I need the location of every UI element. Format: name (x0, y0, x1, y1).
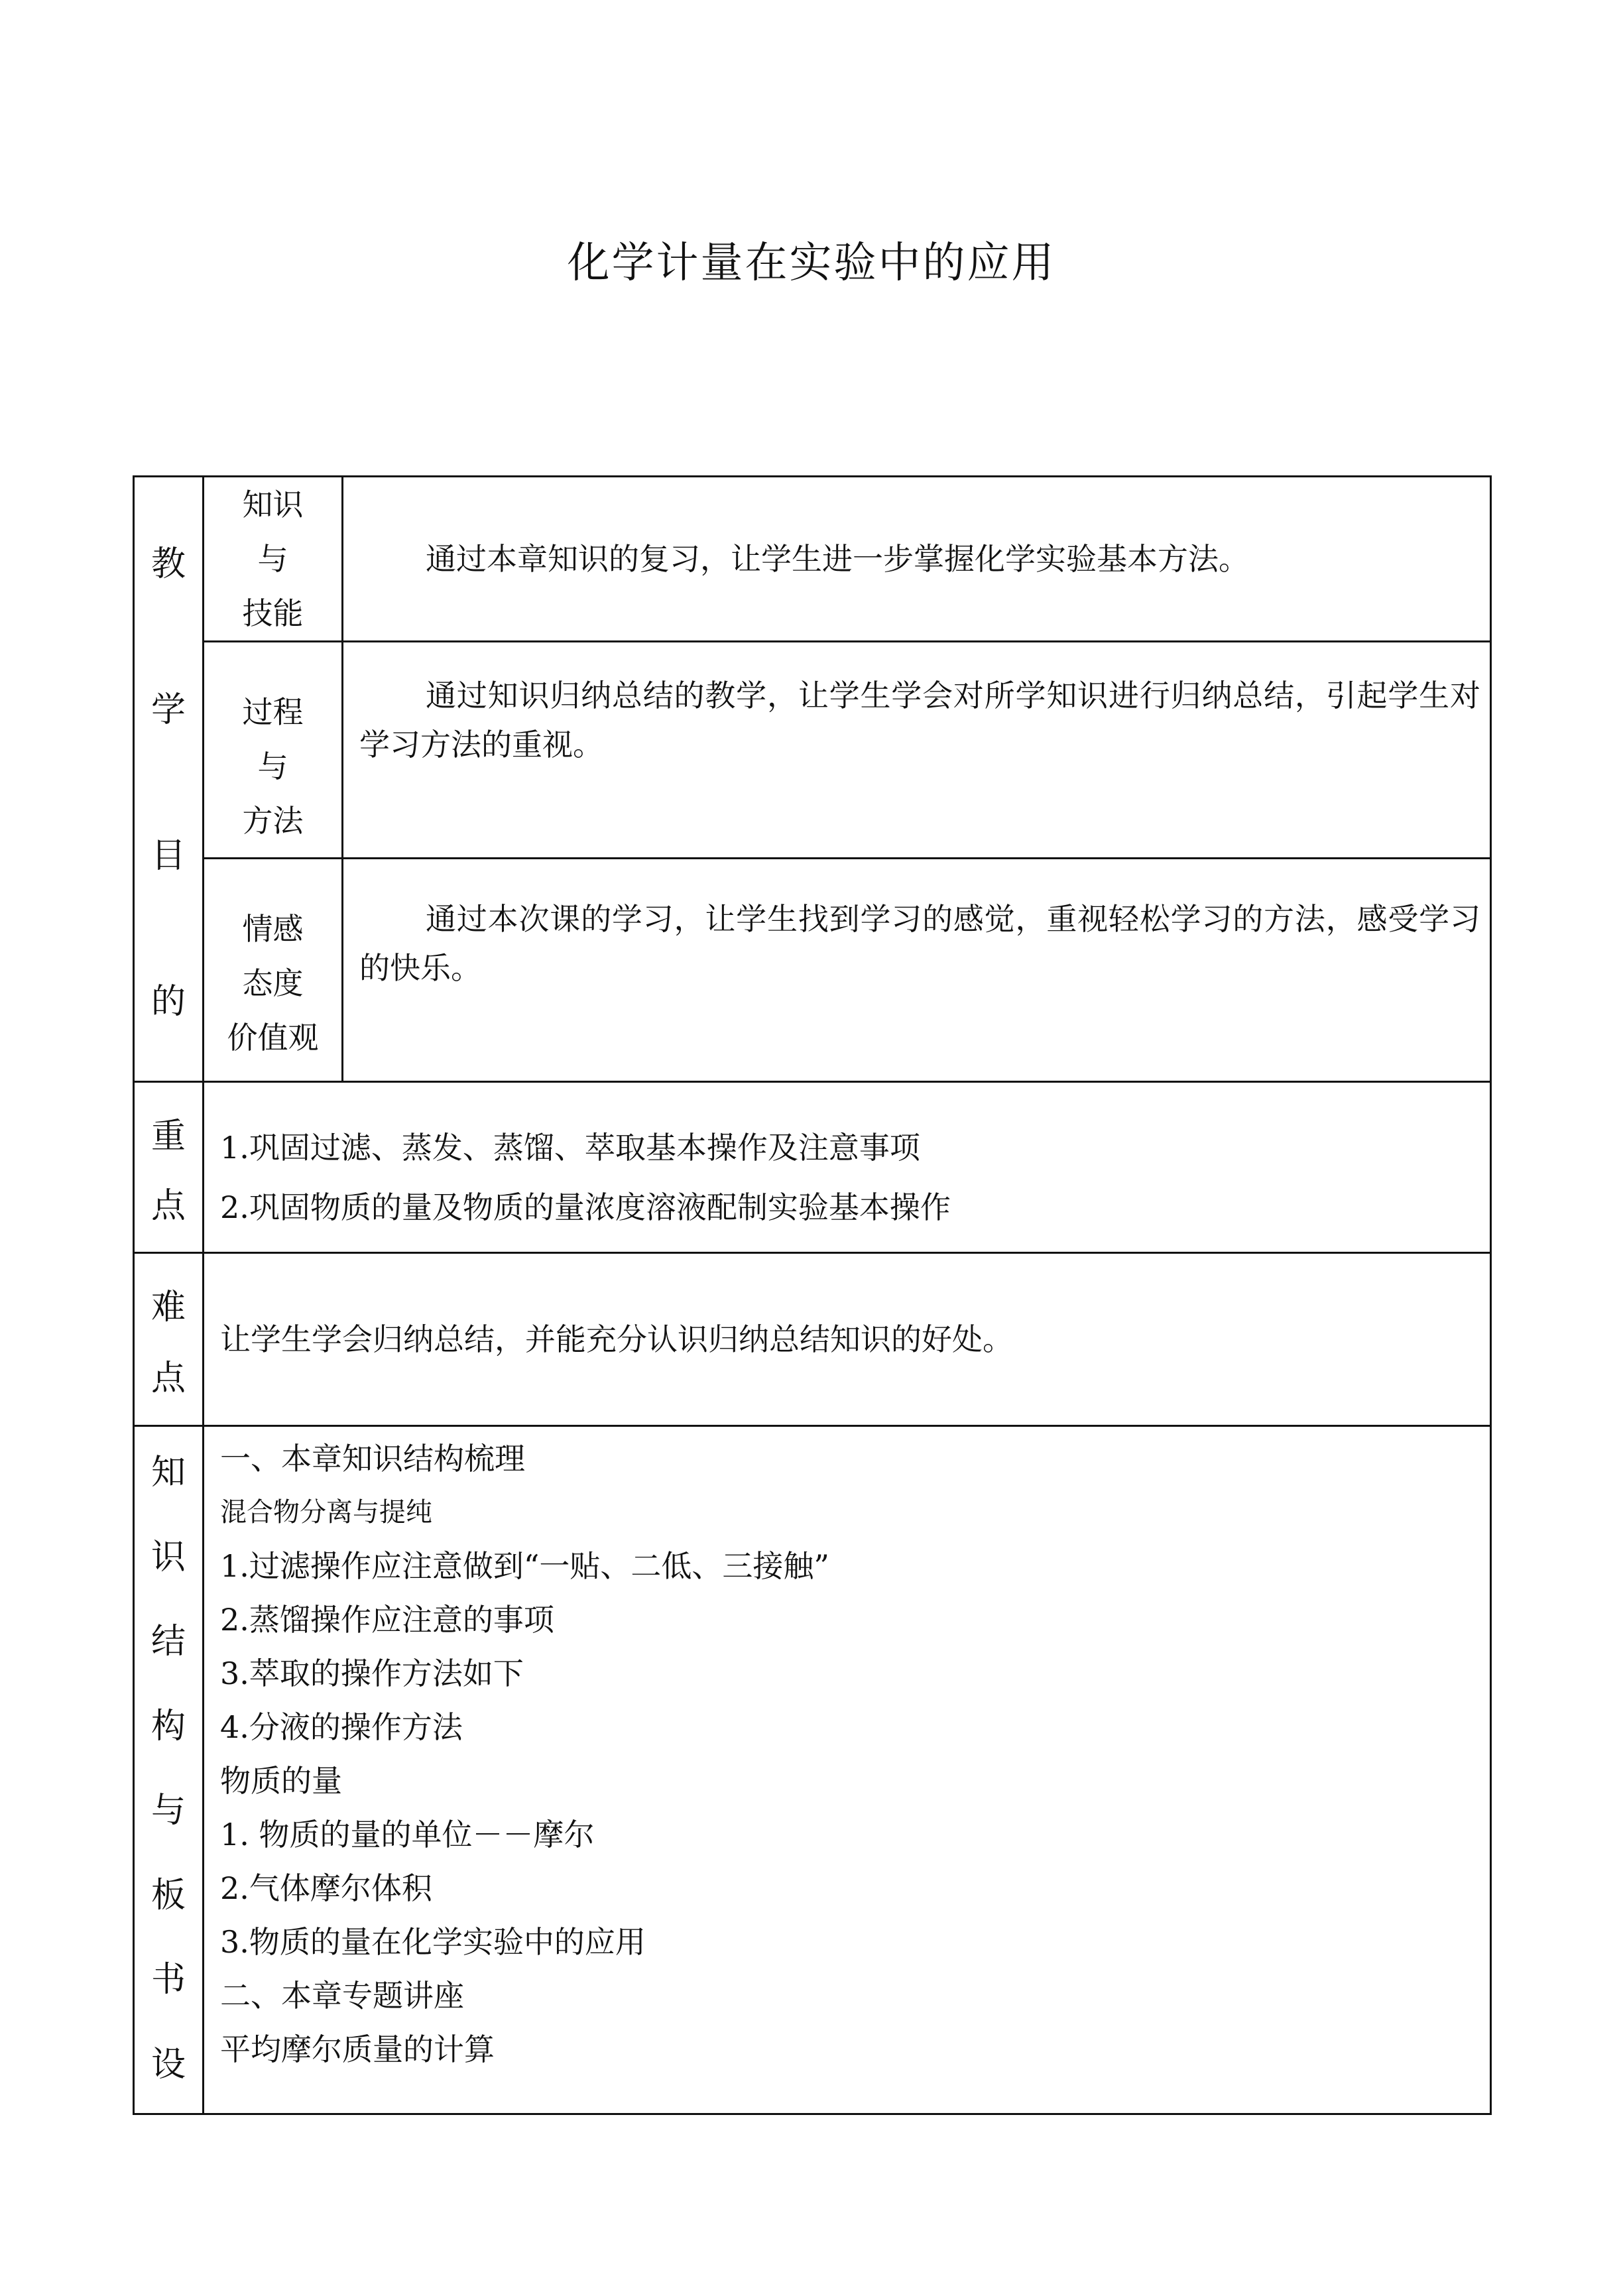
key-points-cell (204, 1082, 1491, 1253)
structure-item: 3.萃取的操作方法如下 (220, 1656, 524, 1691)
process-method-label: 过程 与 方法 (242, 694, 304, 839)
objective-row-knowledge (134, 477, 1491, 642)
structure-heading: 二、本章专题讲座 (220, 1978, 464, 2014)
difficulty-text: 让学生学会归纳总结，并能充分认识归纳总结知识的好处。 (220, 1321, 1013, 1357)
knowledge-skill-label-cell (204, 477, 343, 642)
difficulty-label: 难 点 (150, 1287, 186, 1399)
process-method-text: 通过知识归纳总结的教学，让学生学会对所学知识进行归纳总结，引起学生对学习方法的重视。 (359, 678, 1480, 762)
structure-item: 2.气体摩尔体积 (220, 1870, 432, 1906)
structure-label: 知 识 结 构 与 板 书 设 (150, 1453, 186, 2085)
knowledge-skill-text: 通过本章知识的复习，让学生进一步掌握化学实验基本方法。 (426, 541, 1249, 577)
key-points-row (134, 1082, 1491, 1253)
structure-item: 1. 物质的量的单位－－摩尔 (220, 1817, 595, 1852)
structure-item: 3.物质的量在化学实验中的应用 (220, 1924, 646, 1960)
structure-list (204, 1427, 1490, 2077)
objective-row-emotion (134, 859, 1491, 1082)
structure-row (134, 1426, 1491, 2114)
emotion-values-label-cell (204, 859, 343, 1082)
key-point-item: 1.巩固过滤、蒸发、蒸馏、萃取基本操作及注意事项 (220, 1129, 920, 1166)
objectives-label-cell (134, 477, 204, 1082)
knowledge-skill-label: 知识 与 技能 (242, 487, 304, 631)
objectives-label: 教 学 目 的 (150, 544, 186, 1022)
objective-row-process (134, 642, 1491, 859)
key-points-list (204, 1098, 1490, 1237)
structure-item: 平均摩尔质量的计算 (220, 2031, 495, 2067)
knowledge-skill-text-cell (343, 477, 1491, 642)
emotion-values-text: 通过本次课的学习，让学生找到学习的感觉，重视轻松学习的方法，感受学习的快乐。 (359, 901, 1480, 986)
process-method-label-cell (204, 642, 343, 859)
emotion-values-label: 情感 态度 价值观 (227, 911, 319, 1056)
structure-heading: 一、本章知识结构梳理 (220, 1441, 525, 1477)
structure-cell (204, 1426, 1491, 2114)
key-point-item: 2.巩固物质的量及物质的量浓度溶液配制实验基本操作 (220, 1189, 951, 1225)
structure-subheading: 混合物分离与提纯 (220, 1497, 432, 1528)
difficulty-label-cell (134, 1253, 204, 1426)
structure-label-cell (134, 1426, 204, 2114)
emotion-values-text-cell (343, 859, 1491, 1082)
structure-subheading: 物质的量 (220, 1763, 342, 1799)
key-points-label-cell (134, 1082, 204, 1253)
lesson-plan-table (133, 475, 1492, 2115)
structure-item: 2.蒸馏操作应注意的事项 (220, 1602, 554, 1638)
difficulty-cell (204, 1253, 1491, 1426)
document-title: 化学计量在实验中的应用 (567, 239, 1056, 288)
structure-item: 4.分液的操作方法 (220, 1709, 463, 1745)
structure-item: 1.过滤操作应注意做到“一贴、二低、三接触” (220, 1548, 829, 1584)
process-method-text-cell (343, 642, 1491, 859)
key-points-label: 重 点 (150, 1116, 186, 1226)
difficulty-row (134, 1253, 1491, 1426)
